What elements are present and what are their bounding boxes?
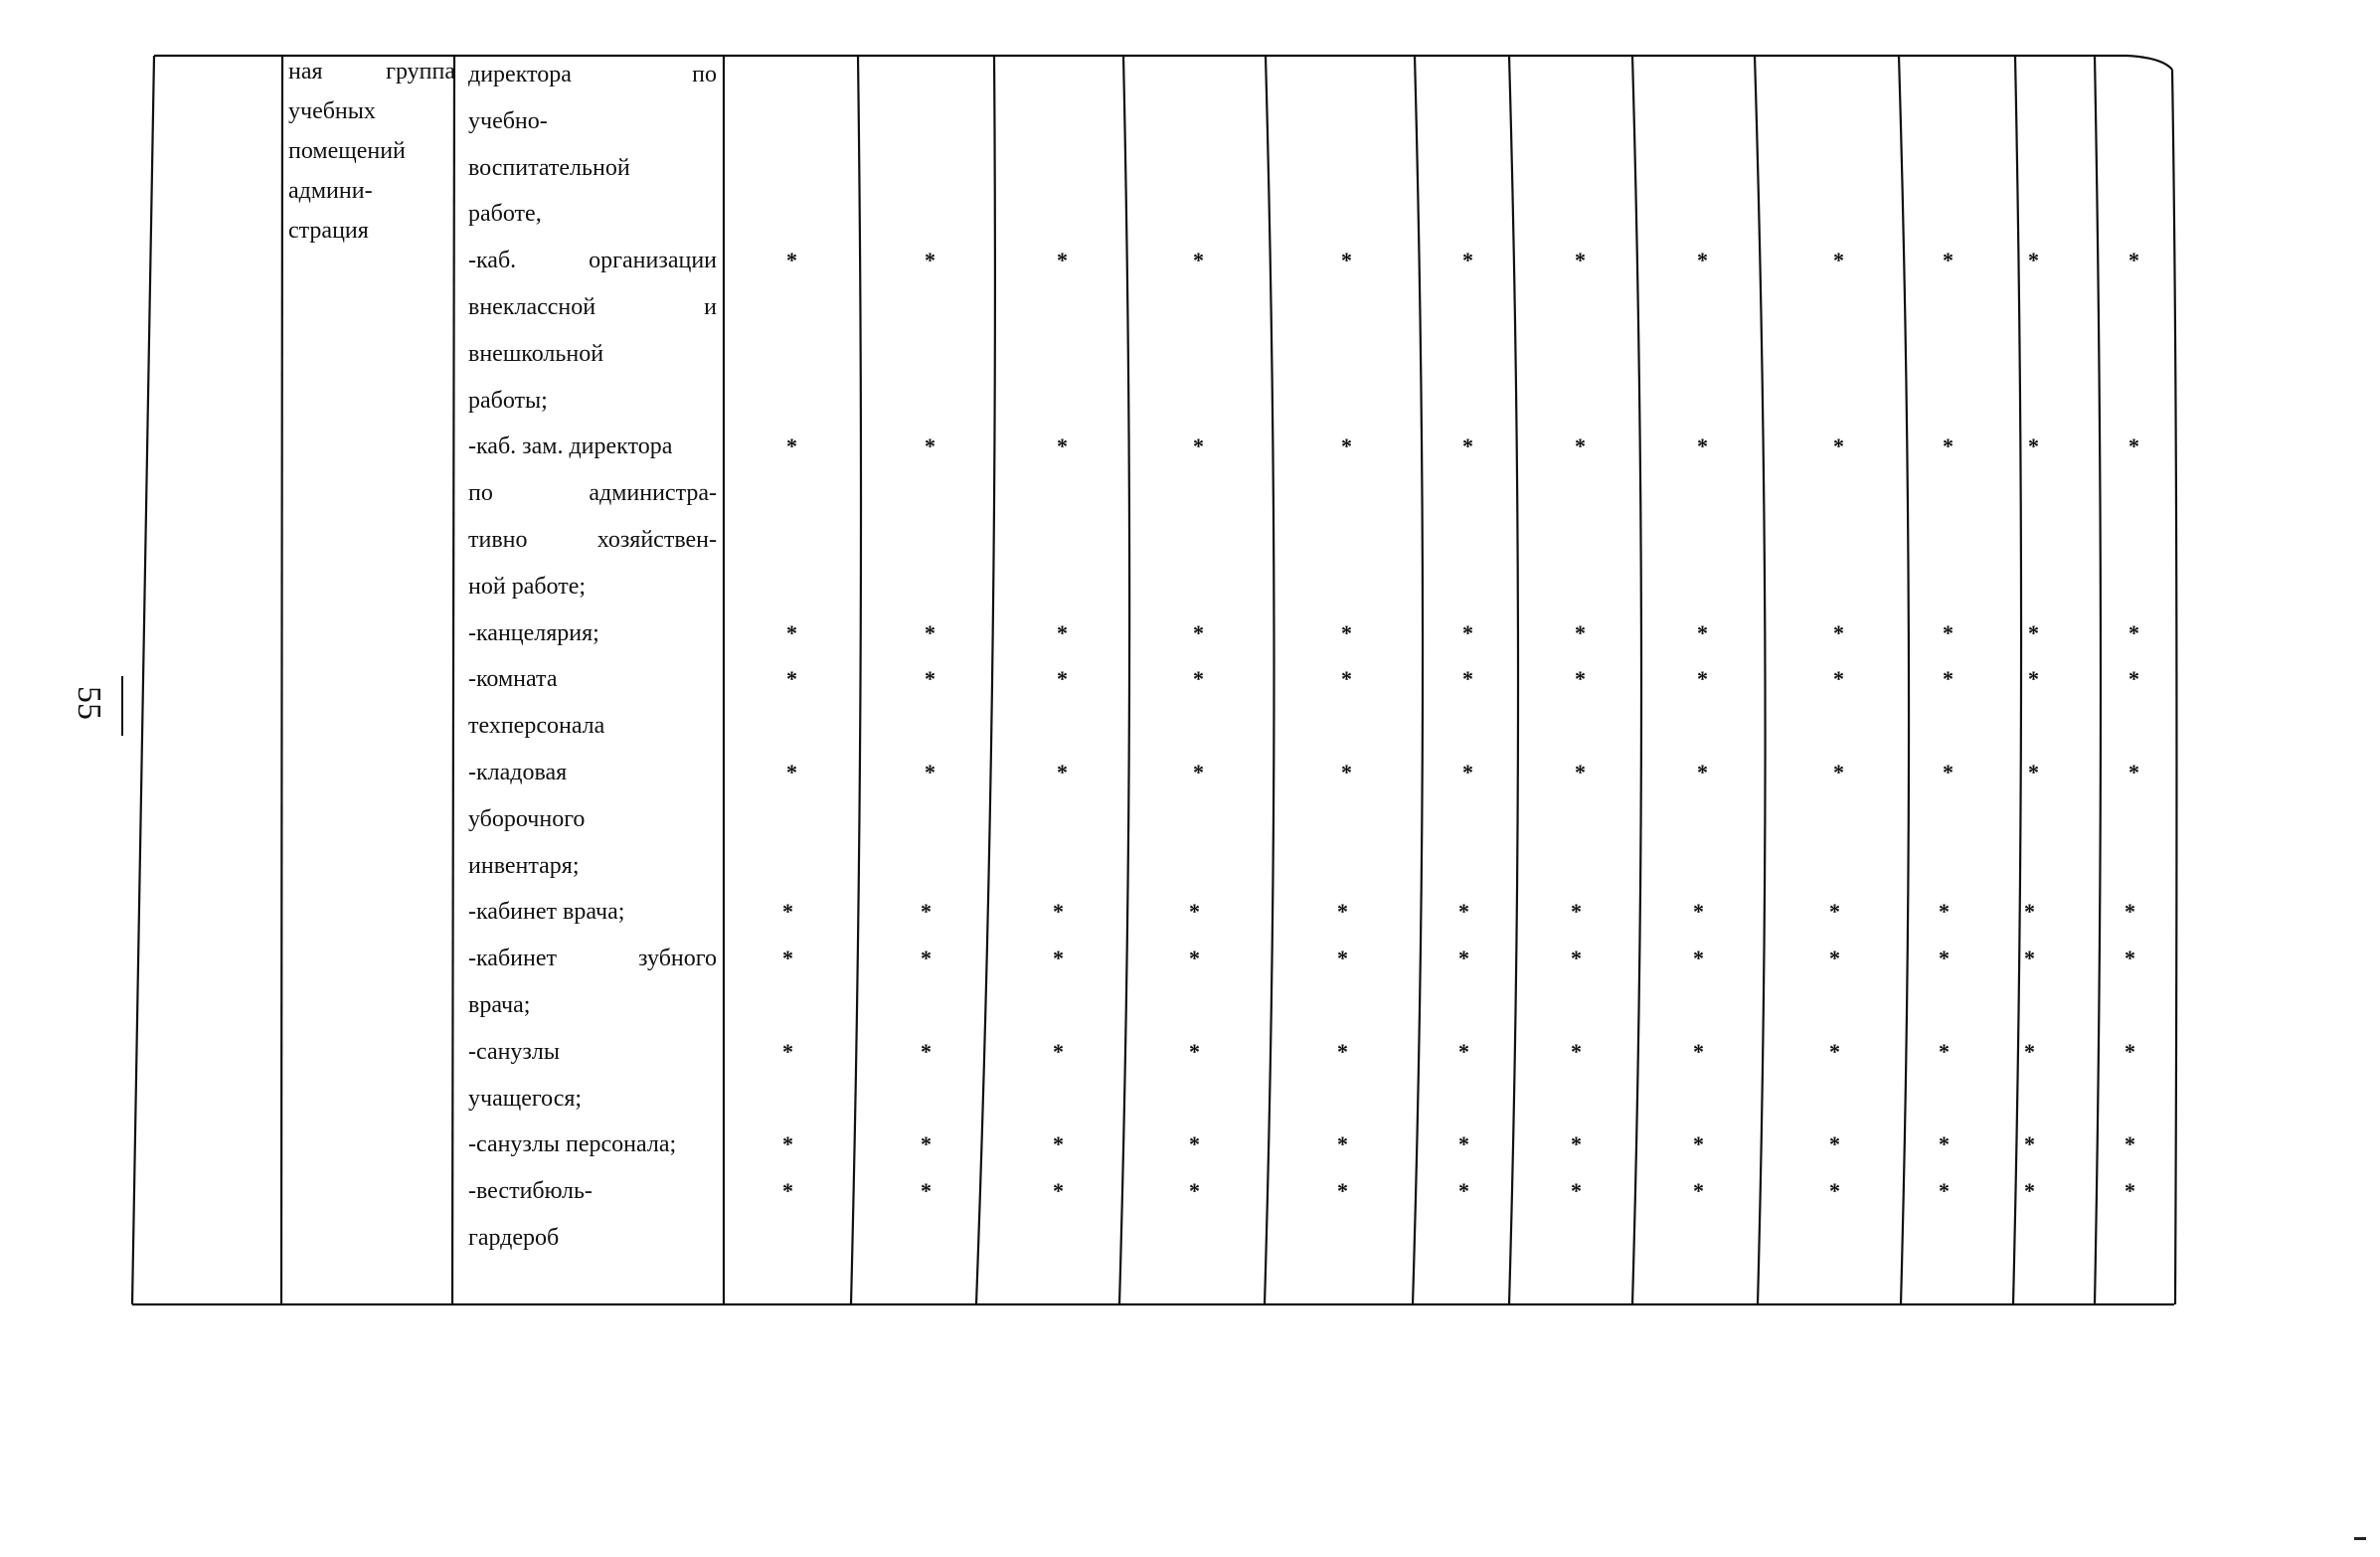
applicability-mark: * (1939, 1131, 1950, 1157)
applicability-mark: * (1057, 248, 1068, 273)
applicability-mark: * (1943, 619, 1954, 645)
applicability-mark: * (1697, 433, 1708, 459)
applicability-mark: * (2128, 760, 2139, 784)
room-line: -вестибюль- (468, 1178, 593, 1205)
applicability-mark: * (1829, 1178, 1840, 1204)
applicability-mark: * (1829, 1131, 1840, 1157)
applicability-mark: * (2125, 1178, 2135, 1204)
applicability-mark: * (1458, 946, 1469, 971)
applicability-mark: * (1057, 619, 1068, 645)
applicability-mark: * (1189, 899, 1200, 925)
applicability-mark: * (921, 946, 932, 971)
applicability-mark: * (1829, 1038, 1840, 1064)
applicability-mark: * (1193, 248, 1204, 273)
room-line: внеклассной и (468, 293, 717, 320)
room-line: -кабинет зубного (468, 946, 717, 972)
applicability-mark: * (1341, 619, 1352, 645)
applicability-mark: * (1053, 1178, 1064, 1204)
applicability-mark: * (1833, 619, 1844, 645)
applicability-mark: * (2128, 666, 2139, 692)
applicability-mark: * (1571, 946, 1582, 971)
applicability-mark: * (925, 619, 935, 645)
applicability-mark: * (1829, 899, 1840, 925)
applicability-mark: * (1193, 666, 1204, 692)
applicability-mark: * (1341, 248, 1352, 273)
applicability-mark: * (2028, 248, 2039, 273)
applicability-mark: * (1053, 899, 1064, 925)
applicability-mark: * (1943, 760, 1954, 784)
applicability-mark: * (1575, 619, 1586, 645)
applicability-mark: * (2024, 1131, 2035, 1157)
applicability-mark: * (1939, 946, 1950, 971)
room-line: гардероб (468, 1224, 560, 1251)
applicability-mark: * (1571, 1131, 1582, 1157)
room-line: техперсонала (468, 713, 605, 740)
room-list (468, 52, 717, 1262)
applicability-mark: * (1693, 1131, 1704, 1157)
applicability-mark: * (1458, 1131, 1469, 1157)
applicability-mark: * (2028, 666, 2039, 692)
applicability-mark: * (1943, 248, 1954, 273)
applicability-mark: * (921, 1131, 932, 1157)
applicability-mark: * (2024, 946, 2035, 971)
applicability-mark: * (1575, 433, 1586, 459)
room-line: -санузлы персонала; (468, 1131, 677, 1158)
applicability-mark: * (1693, 1038, 1704, 1064)
applicability-mark: * (786, 248, 797, 273)
room-line: воспитательной (468, 154, 630, 181)
applicability-mark: * (1575, 666, 1586, 692)
applicability-mark: * (1337, 1131, 1348, 1157)
applicability-mark: * (1829, 946, 1840, 971)
scan-artifact (2354, 1537, 2366, 1540)
applicability-mark: * (1189, 1178, 1200, 1204)
applicability-mark: * (2028, 619, 2039, 645)
applicability-mark: * (921, 899, 932, 925)
group-label-line: админи- (288, 178, 373, 204)
applicability-mark: * (1575, 248, 1586, 273)
applicability-mark: * (2028, 760, 2039, 784)
room-line: по администра- (468, 480, 717, 507)
applicability-mark: * (1458, 1038, 1469, 1064)
applicability-mark: * (1458, 1178, 1469, 1204)
applicability-mark: * (2128, 433, 2139, 459)
applicability-mark: * (2028, 433, 2039, 459)
room-line: -каб. организации (468, 248, 717, 274)
applicability-mark: * (782, 1038, 793, 1064)
applicability-mark: * (1462, 760, 1473, 784)
applicability-mark: * (1057, 433, 1068, 459)
applicability-mark: * (1833, 666, 1844, 692)
applicability-mark: * (1693, 899, 1704, 925)
applicability-mark: * (1462, 433, 1473, 459)
applicability-mark: * (925, 248, 935, 273)
applicability-mark: * (1697, 619, 1708, 645)
applicability-mark: * (1693, 946, 1704, 971)
applicability-mark: * (1337, 1038, 1348, 1064)
applicability-mark: * (1693, 1178, 1704, 1204)
applicability-mark: * (1943, 433, 1954, 459)
applicability-mark: * (1697, 666, 1708, 692)
applicability-mark: * (2128, 619, 2139, 645)
applicability-mark: * (782, 1178, 793, 1204)
applicability-mark: * (786, 433, 797, 459)
applicability-mark: * (1697, 248, 1708, 273)
room-line: врача; (468, 991, 531, 1018)
applicability-mark: * (1337, 946, 1348, 971)
room-line: ной работе; (468, 573, 587, 600)
group-label-line: учебных (288, 98, 376, 124)
applicability-mark: * (1053, 946, 1064, 971)
applicability-mark: * (1462, 248, 1473, 273)
applicability-mark: * (925, 760, 935, 784)
applicability-mark: * (1462, 666, 1473, 692)
applicability-mark: * (921, 1038, 932, 1064)
applicability-mark: * (1575, 760, 1586, 784)
room-line: -комната (468, 666, 558, 693)
room-line: внешкольной (468, 340, 604, 367)
group-label-line: ная группа (288, 59, 455, 85)
applicability-mark: * (1943, 666, 1954, 692)
applicability-mark: * (1341, 760, 1352, 784)
applicability-mark: * (1189, 946, 1200, 971)
room-line: -кабинет врача; (468, 899, 625, 926)
applicability-mark: * (925, 666, 935, 692)
applicability-mark: * (1193, 433, 1204, 459)
applicability-mark: * (782, 899, 793, 925)
applicability-mark: * (1193, 760, 1204, 784)
group-label-line: страция (288, 218, 369, 244)
applicability-mark: * (1189, 1131, 1200, 1157)
applicability-mark: * (786, 760, 797, 784)
applicability-mark: * (2024, 899, 2035, 925)
applicability-mark: * (1458, 899, 1469, 925)
applicability-mark: * (2128, 248, 2139, 273)
applicability-mark: * (1053, 1131, 1064, 1157)
room-line: -санузлы (468, 1038, 561, 1065)
group-label-line: помещений (288, 138, 406, 164)
applicability-mark: * (2024, 1038, 2035, 1064)
applicability-mark: * (1833, 760, 1844, 784)
applicability-mark: * (2024, 1178, 2035, 1204)
applicability-mark: * (1337, 1178, 1348, 1204)
room-line: работы; (468, 387, 548, 414)
applicability-mark: * (1833, 248, 1844, 273)
room-line: тивно хозяйствен- (468, 526, 717, 553)
room-line: -канцелярия; (468, 619, 599, 646)
applicability-mark: * (1939, 1038, 1950, 1064)
applicability-mark: * (1833, 433, 1844, 459)
applicability-mark: * (1341, 433, 1352, 459)
applicability-mark: * (1571, 1038, 1582, 1064)
applicability-mark: * (1189, 1038, 1200, 1064)
room-line: директора по (468, 62, 717, 87)
room-line: учебно- (468, 107, 548, 134)
applicability-mark: * (782, 1131, 793, 1157)
room-line: инвентаря; (468, 852, 580, 879)
applicability-mark: * (1462, 619, 1473, 645)
room-line: работе, (468, 201, 542, 228)
room-line: -каб. зам. директора (468, 433, 673, 460)
room-line: учащегося; (468, 1085, 583, 1112)
applicability-mark: * (1193, 619, 1204, 645)
applicability-mark: * (1939, 1178, 1950, 1204)
applicability-mark: * (1939, 899, 1950, 925)
applicability-mark: * (1057, 760, 1068, 784)
applicability-mark: * (1341, 666, 1352, 692)
applicability-mark: * (1571, 899, 1582, 925)
applicability-mark: * (1053, 1038, 1064, 1064)
room-line: -кладовая (468, 759, 568, 785)
applicability-mark: * (921, 1178, 932, 1204)
applicability-mark: * (2125, 946, 2135, 971)
applicability-mark: * (786, 619, 797, 645)
room-group-label (288, 52, 455, 251)
applicability-mark: * (2125, 899, 2135, 925)
page-number: 55 (71, 686, 107, 720)
applicability-mark: * (782, 946, 793, 971)
applicability-mark: * (1697, 760, 1708, 784)
room-line: уборочного (468, 805, 586, 832)
applicability-mark: * (1337, 899, 1348, 925)
page-number-tick (121, 676, 123, 736)
applicability-mark: * (786, 666, 797, 692)
applicability-mark: * (1057, 666, 1068, 692)
applicability-mark: * (2125, 1131, 2135, 1157)
applicability-mark: * (2125, 1038, 2135, 1064)
applicability-mark: * (925, 433, 935, 459)
applicability-mark: * (1571, 1178, 1582, 1204)
